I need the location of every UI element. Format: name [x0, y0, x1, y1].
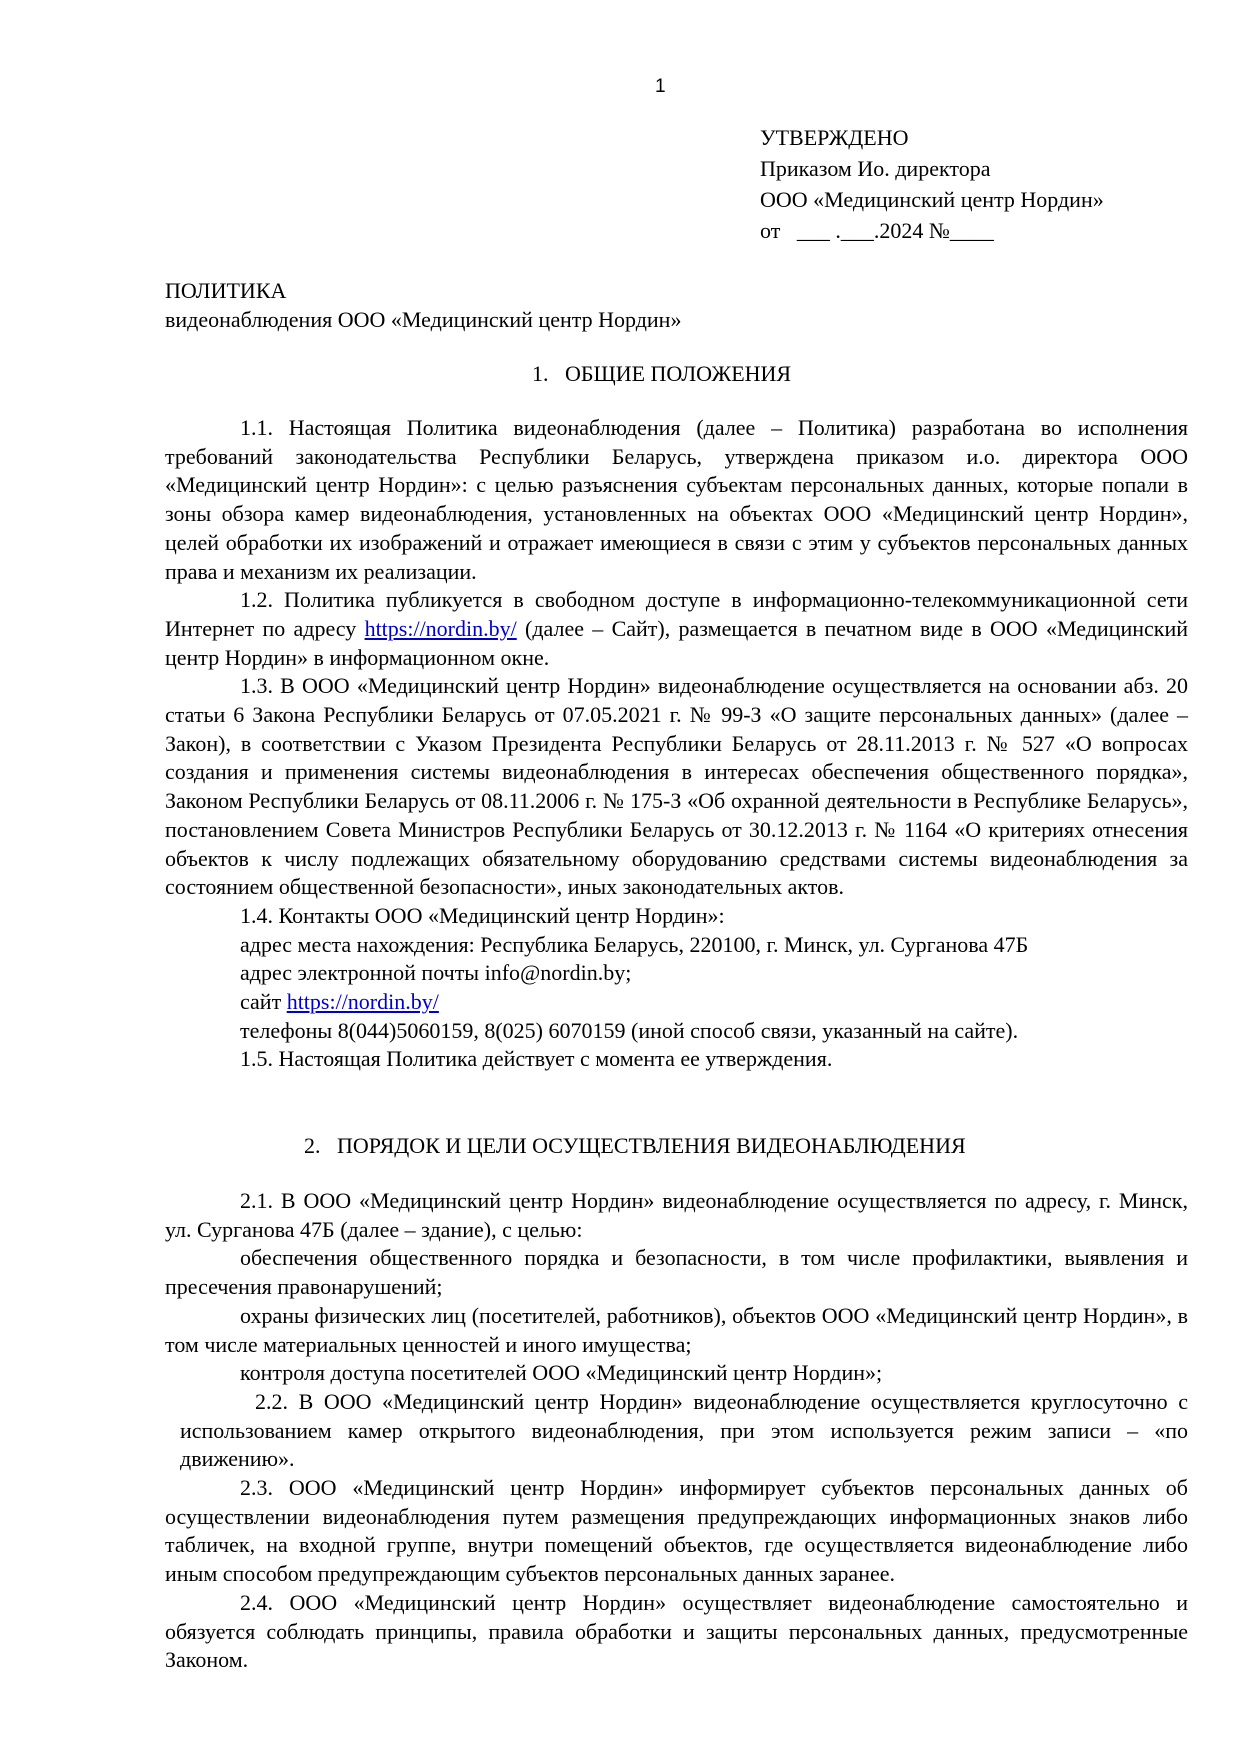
paragraph-1-5: 1.5. Настоящая Политика действует с момента ее утверждения. [240, 1046, 833, 1072]
contact-address: адрес места нахождения: Республика Беларусь, 220100, г. Минск, ул. Сурганова 47Б [240, 931, 1029, 957]
approval-stamp-block [760, 122, 1104, 246]
site-link[interactable]: https://nordin.by/ [286, 989, 439, 1015]
paragraph-1-2-tail: (далее – Сайт), размещается в печатном виде в ООО «Медицинский центр Нордин» в информационном окне. [165, 615, 1188, 670]
contact-site-label: сайт [240, 989, 287, 1015]
goal-access-control: контроля доступа посетителей ООО «Медицинский центр Нордин»; [240, 1360, 883, 1386]
contact-site [165, 988, 1188, 1017]
document-title [165, 276, 681, 334]
approval-company-line: ООО «Медицинский центр Нордин» [760, 187, 1104, 212]
section-2-body [165, 1187, 1188, 1675]
approval-heading: УТВЕРЖДЕНО [760, 125, 909, 150]
paragraph-2-4: 2.4. ООО «Медицинский центр Нордин» осуществляет видеонаблюдение самостоятельно и обязуется соблюдать принципы, правила обработки и защиты персональных данных, предусмотренные Законом. [165, 1589, 1188, 1673]
site-link-inline[interactable]: https://nordin.by/ [364, 615, 517, 641]
paragraph-2-1: 2.1. В ООО «Медицинский центр Нордин» видеонаблюдение осуществляется по адресу, г. Минск, ул. Сурганова 47Б (далее – здание), с целью: [165, 1188, 1188, 1242]
document-title-subtitle: видеонаблюдения ООО «Медицинский центр Нордин» [165, 307, 682, 332]
section-1-heading: 1. ОБЩИЕ ПОЛОЖЕНИЯ [532, 361, 792, 386]
approval-date-line: от ___ .___.2024 №____ [760, 218, 994, 243]
page-number: 1 [655, 76, 666, 97]
approval-order-line: Приказом Ио. директора [760, 156, 991, 181]
document-title-main: ПОЛИТИКА [165, 278, 287, 303]
contact-phones: телефоны 8(044)5060159, 8(025) 6070159 (иной способ связи, указанный на сайте). [240, 1017, 1019, 1043]
paragraph-2-3: 2.3. ООО «Медицинский центр Нордин» информирует субъектов персональных данных об осуществлении видеонаблюдения путем размещения предупреждающих информационных знаков либо табличек, на входной группе, внутри помещений объектов, где осуществляется видеонаблюдение либо иным способом предупреждающим субъектов персональных данных заранее. [165, 1475, 1188, 1587]
contact-email: адрес электронной почты info@nordin.by; [240, 960, 632, 986]
goal-protection: охраны физических лиц (посетителей, работников), объектов ООО «Медицинский центр Нордин», в том числе материальных ценностей и иного имущества; [165, 1302, 1188, 1357]
paragraph-1-2-text: 1.2. Политика публикуется в свободном доступе в информационно-телекоммуникационной сети Интернет по адресу [165, 587, 1188, 641]
goal-public-order: обеспечения общественного порядка и безопасности, в том числе профилактики, выявления и пресечения правонарушений; [165, 1245, 1188, 1300]
paragraph-1-3: 1.3. В ООО «Медицинский центр Нордин» видеонаблюдение осуществляется на основании абз. 20 статьи 6 Закона Республики Беларусь от 07.05.2021 г. № 99-З «О защите персональных данных» (далее – Закон), в соответствии с Указом Президента Республики Беларусь от 28.11.2013 г. № 527 «О вопросах создания и применения системы видеонаблюдения в интересах обеспечения общественного порядка», Законом Республики Беларусь от 08.11.2006 г. № 175-З «Об охранной деятельности в Республике Беларусь», постановлением Совета Министров Республики Беларусь от 30.12.2013 г. № 1164 «О критериях отнесения объектов к числу подлежащих обязательному оборудованию средствами системы видеонаблюдения за состоянием общественной безопасности», иных законодательных актов. [165, 673, 1188, 900]
paragraph-2-2: 2.2. В ООО «Медицинский центр Нордин» видеонаблюдение осуществляется круглосуточно с использованием камер открытого видеонаблюдения, при этом используется режим записи – «по движению». [180, 1388, 1188, 1472]
section-2-heading: 2. ПОРЯДОК И ЦЕЛИ ОСУЩЕСТВЛЕНИЯ ВИДЕОНАБЛЮДЕНИЯ [304, 1133, 966, 1158]
paragraph-1-4: 1.4. Контакты ООО «Медицинский центр Нордин»: [240, 902, 725, 928]
paragraph-1-2 [165, 586, 1188, 672]
section-1-body [165, 414, 1188, 1074]
paragraph-1-1: 1.1. Настоящая Политика видеонаблюдения (далее – Политика) разработана во исполнения требований законодательства Республики Беларусь, утверждена приказом и.о. директора ООО «Медицинский центр Нордин»: с целью разъяснения субъектам персональных данных, которые попали в зоны обзора камер видеонаблюдения, установленных на объектах ООО «Медицинский центр Нордин», целей обработки их изображений и отражает имеющиеся в связи с этим у субъектов персональных данных права и механизм их реализации. [165, 415, 1188, 584]
